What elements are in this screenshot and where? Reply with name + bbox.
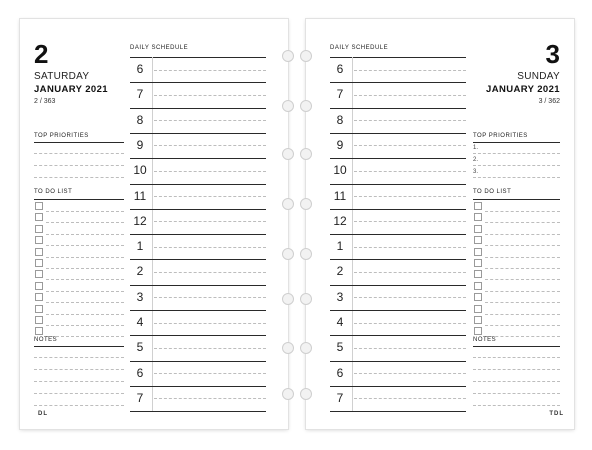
brand-mark: DL <box>38 411 48 417</box>
binder-hole <box>300 293 312 305</box>
hour-number: 4 <box>336 315 344 329</box>
binder-hole <box>282 293 294 305</box>
todo-line[interactable] <box>485 245 560 246</box>
half-hour-dashed-line <box>354 247 466 248</box>
hour-number: 9 <box>336 137 344 152</box>
hour-rule <box>330 133 466 134</box>
priority-line[interactable] <box>34 153 124 154</box>
priority-number: 3. <box>473 169 479 175</box>
hour-rule <box>330 285 466 286</box>
hour-rule <box>330 234 466 235</box>
half-hour-dashed-line <box>154 348 266 349</box>
notes-line[interactable] <box>34 405 124 406</box>
hour-number: 7 <box>336 390 344 405</box>
todo-line[interactable] <box>46 279 124 280</box>
binder-hole <box>300 148 312 160</box>
hour-rule <box>330 386 466 387</box>
hour-number: 1 <box>336 239 344 254</box>
priority-line[interactable] <box>34 165 124 166</box>
notes-line[interactable] <box>473 393 560 394</box>
hour-rule <box>130 386 266 387</box>
todo-line[interactable] <box>46 257 124 258</box>
hour-number: 6 <box>336 62 344 76</box>
half-hour-dashed-line <box>154 120 266 121</box>
todo-line[interactable] <box>485 211 560 212</box>
half-hour-dashed-line <box>354 297 466 298</box>
binder-hole <box>282 100 294 112</box>
binder-hole <box>300 198 312 210</box>
month-year: JANUARY 2021 <box>486 84 560 95</box>
todo-checkbox[interactable] <box>35 282 43 290</box>
left-planner-page <box>20 19 288 429</box>
top-priorities-label: TOP PRIORITIES <box>473 133 528 139</box>
half-hour-dashed-line <box>154 373 266 374</box>
half-hour-dashed-line <box>154 272 266 273</box>
notes-top-rule <box>473 346 560 347</box>
todo-top-rule <box>34 199 124 200</box>
hour-number: 6 <box>336 365 344 380</box>
half-hour-dashed-line <box>354 120 466 121</box>
hour-rule <box>130 335 266 336</box>
notes-line[interactable] <box>473 369 560 370</box>
binder-hole <box>282 388 294 400</box>
binder-hole <box>300 342 312 354</box>
hour-number: 3 <box>136 289 144 304</box>
priority-line[interactable] <box>473 165 560 166</box>
half-hour-dashed-line <box>354 145 466 146</box>
todo-checkbox[interactable] <box>35 236 43 244</box>
hour-number: 8 <box>336 112 344 127</box>
half-hour-dashed-line <box>154 247 266 248</box>
hour-rule <box>330 411 466 412</box>
to-do-list-label: TO DO LIST <box>34 189 73 195</box>
half-hour-dashed-line <box>354 221 466 222</box>
todo-line[interactable] <box>46 336 124 337</box>
half-hour-dashed-line <box>154 196 266 197</box>
hour-rule <box>130 133 266 134</box>
half-hour-dashed-line <box>154 323 266 324</box>
binder-hole <box>282 148 294 160</box>
half-hour-dashed-line <box>154 145 266 146</box>
todo-checkbox[interactable] <box>35 327 43 335</box>
todo-checkbox[interactable] <box>35 305 43 313</box>
hour-number: 12 <box>333 213 347 228</box>
date-number: 2 <box>34 39 49 69</box>
notes-line[interactable] <box>34 393 124 394</box>
todo-line[interactable] <box>46 211 124 212</box>
hour-number: 7 <box>136 390 144 405</box>
half-hour-dashed-line <box>354 398 466 399</box>
todo-checkbox[interactable] <box>35 316 43 324</box>
todo-checkbox[interactable] <box>474 270 482 278</box>
daily-schedule-label: DAILY SCHEDULE <box>330 45 389 51</box>
schedule-top-rule <box>330 57 466 58</box>
todo-checkbox[interactable] <box>35 259 43 267</box>
todo-checkbox[interactable] <box>35 293 43 301</box>
binder-hole <box>300 248 312 260</box>
half-hour-dashed-line <box>154 221 266 222</box>
half-hour-dashed-line <box>354 272 466 273</box>
priority-line[interactable] <box>473 177 560 178</box>
half-hour-dashed-line <box>354 95 466 96</box>
todo-checkbox[interactable] <box>474 213 482 221</box>
hour-rule <box>130 285 266 286</box>
todo-line[interactable] <box>46 268 124 269</box>
todo-checkbox[interactable] <box>474 293 482 301</box>
date-number: 3 <box>545 39 560 69</box>
top-priorities-label: TOP PRIORITIES <box>34 133 89 139</box>
hour-rule <box>130 234 266 235</box>
notes-line[interactable] <box>34 381 124 382</box>
todo-line[interactable] <box>46 245 124 246</box>
notes-line[interactable] <box>473 381 560 382</box>
half-hour-dashed-line <box>354 373 466 374</box>
todo-line[interactable] <box>485 268 560 269</box>
notes-label: NOTES <box>34 337 58 343</box>
priority-line[interactable] <box>473 153 560 154</box>
priority-line[interactable] <box>34 177 124 178</box>
hour-rule <box>130 310 266 311</box>
daily-schedule-label: DAILY SCHEDULE <box>130 45 189 51</box>
hour-rule <box>130 108 266 109</box>
priority-number: 2. <box>473 157 479 163</box>
hour-number: 11 <box>333 188 347 203</box>
hour-number: 2 <box>136 264 144 279</box>
half-hour-dashed-line <box>154 398 266 399</box>
hour-rule <box>330 310 466 311</box>
hour-rule <box>130 158 266 159</box>
todo-line[interactable] <box>485 222 560 223</box>
hour-number: 5 <box>336 340 344 355</box>
todo-checkbox[interactable] <box>35 270 43 278</box>
todo-checkbox[interactable] <box>474 327 482 335</box>
hour-rule <box>130 82 266 83</box>
todo-checkbox[interactable] <box>35 225 43 233</box>
hour-number: 10 <box>133 163 147 178</box>
binder-hole <box>300 388 312 400</box>
hour-number: 4 <box>136 315 144 329</box>
hour-rule <box>130 184 266 185</box>
hour-number: 1 <box>136 239 144 254</box>
hour-number: 11 <box>133 188 147 203</box>
weekday: SATURDAY <box>34 71 90 82</box>
hour-rule <box>330 335 466 336</box>
notes-line[interactable] <box>473 405 560 406</box>
todo-line[interactable] <box>46 234 124 235</box>
binder-hole <box>282 50 294 62</box>
todo-line[interactable] <box>485 291 560 292</box>
todo-checkbox[interactable] <box>474 282 482 290</box>
todo-line[interactable] <box>46 314 124 315</box>
half-hour-dashed-line <box>354 70 466 71</box>
todo-checkbox[interactable] <box>474 248 482 256</box>
todo-checkbox[interactable] <box>474 236 482 244</box>
todo-checkbox[interactable] <box>35 248 43 256</box>
hour-number: 7 <box>136 87 144 102</box>
half-hour-dashed-line <box>354 171 466 172</box>
todo-checkbox[interactable] <box>474 316 482 324</box>
hour-rule <box>330 259 466 260</box>
hour-number: 9 <box>136 137 144 152</box>
todo-line[interactable] <box>485 314 560 315</box>
hour-rule <box>130 411 266 412</box>
hour-rule <box>330 209 466 210</box>
hour-rule <box>330 361 466 362</box>
todo-line[interactable] <box>485 336 560 337</box>
hour-number: 2 <box>336 264 344 279</box>
todo-line[interactable] <box>485 302 560 303</box>
notes-line[interactable] <box>34 357 124 358</box>
hour-number: 10 <box>333 163 347 178</box>
day-count: 2 / 363 <box>34 98 56 105</box>
todo-checkbox[interactable] <box>35 202 43 210</box>
todo-checkbox[interactable] <box>474 259 482 267</box>
binder-hole <box>282 198 294 210</box>
half-hour-dashed-line <box>154 171 266 172</box>
hour-number: 7 <box>336 87 344 102</box>
todo-line[interactable] <box>46 222 124 223</box>
todo-checkbox[interactable] <box>35 213 43 221</box>
right-planner-page <box>306 19 574 429</box>
todo-line[interactable] <box>485 234 560 235</box>
hour-rule <box>330 184 466 185</box>
hour-rule <box>130 361 266 362</box>
half-hour-dashed-line <box>154 70 266 71</box>
hour-number: 6 <box>136 365 144 380</box>
todo-line[interactable] <box>46 325 124 326</box>
hour-number: 3 <box>336 289 344 304</box>
hour-number: 5 <box>136 340 144 355</box>
binder-hole <box>300 100 312 112</box>
half-hour-dashed-line <box>354 323 466 324</box>
day-count: 3 / 362 <box>538 98 560 105</box>
binder-hole <box>282 342 294 354</box>
notes-line[interactable] <box>473 357 560 358</box>
month-year: JANUARY 2021 <box>34 84 108 95</box>
todo-line[interactable] <box>485 279 560 280</box>
half-hour-dashed-line <box>154 95 266 96</box>
todo-line[interactable] <box>46 291 124 292</box>
notes-label: NOTES <box>473 337 497 343</box>
to-do-list-label: TO DO LIST <box>473 189 512 195</box>
half-hour-dashed-line <box>354 348 466 349</box>
priorities-top-rule <box>473 142 560 143</box>
hour-number: 12 <box>133 213 147 228</box>
hour-rule <box>330 82 466 83</box>
todo-checkbox[interactable] <box>474 225 482 233</box>
hour-rule <box>130 209 266 210</box>
weekday: SUNDAY <box>517 71 560 82</box>
todo-line[interactable] <box>485 257 560 258</box>
priorities-top-rule <box>34 142 124 143</box>
priority-number: 1. <box>473 145 479 151</box>
notes-top-rule <box>34 346 124 347</box>
hour-rule <box>130 259 266 260</box>
binder-hole <box>300 50 312 62</box>
half-hour-dashed-line <box>354 196 466 197</box>
brand-mark: TDL <box>549 411 564 417</box>
notes-line[interactable] <box>34 369 124 370</box>
todo-line[interactable] <box>485 325 560 326</box>
half-hour-dashed-line <box>154 297 266 298</box>
binder-hole <box>282 248 294 260</box>
todo-top-rule <box>473 199 560 200</box>
hour-rule <box>330 108 466 109</box>
todo-checkbox[interactable] <box>474 305 482 313</box>
todo-line[interactable] <box>46 302 124 303</box>
hour-number: 8 <box>136 112 144 127</box>
todo-checkbox[interactable] <box>474 202 482 210</box>
schedule-top-rule <box>130 57 266 58</box>
hour-number: 6 <box>136 62 144 76</box>
hour-rule <box>330 158 466 159</box>
